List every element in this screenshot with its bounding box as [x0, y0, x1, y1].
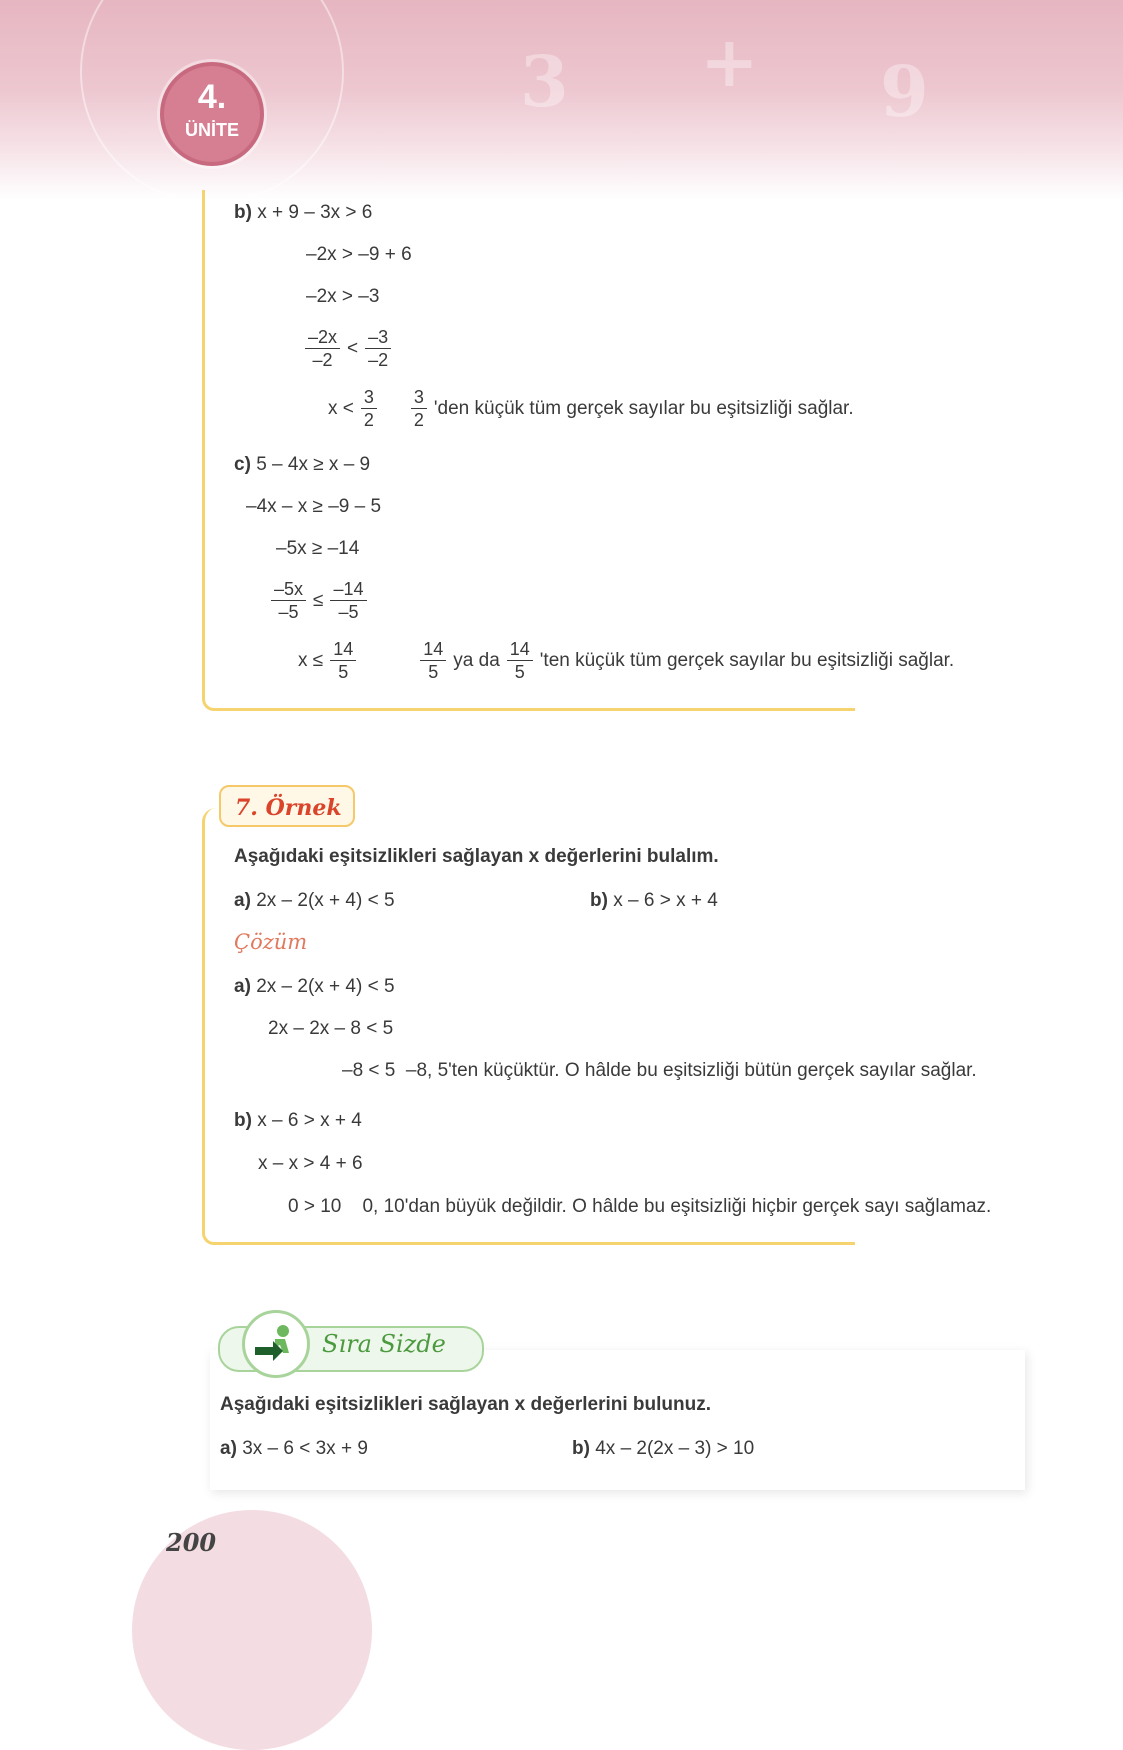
solution-b-line-1: b) x – 6 > x + 4 — [234, 1110, 362, 1131]
example-title: 7. Örnek — [219, 785, 355, 827]
part-b-line-3: –2x > –3 — [306, 286, 380, 307]
part-c-line-5: x ≤ $\frac{14}{5}$ $\frac{14}{5}$ ya da $\frac{14}{5}$ 'ten küçük tüm gerçek sayılar bu eşitsizliği sağlar. — [298, 639, 955, 682]
page-number: 200 — [166, 1528, 217, 1557]
solution-frame — [202, 190, 855, 711]
solution-a-line-1: a) 2x – 2(x + 4) < 5 — [234, 976, 395, 997]
part-c-line-2: –4x – x ≥ –9 – 5 — [246, 496, 382, 517]
part-b-line-5: x < $\frac{3}{2}$ $\frac{3}{2}$ 'den küçük tüm gerçek sayılar bu eşitsizliği sağlar. — [328, 387, 854, 430]
part-c-line-3: –5x ≥ –14 — [276, 538, 360, 559]
unit-number: 4. — [197, 78, 227, 116]
solution-a-line-3: –8 < 5 –8, 5'ten küçüktür. O hâlde bu eşitsizliği bütün gerçek sayılar sağlar. — [342, 1060, 977, 1081]
fraction: $\frac{3}{2}$ — [361, 386, 377, 431]
header-decoration: 3 — [520, 40, 569, 123]
part-b-line-1: b) x + 9 – 3x > 6 — [234, 202, 373, 223]
example-prompt: Aşağıdaki eşitsizlikleri sağlayan x değerlerini bulalım. — [234, 846, 719, 867]
fraction: $\frac{14}{5}$ — [330, 638, 356, 683]
fraction: $\frac{-2x}{-2}$ — [305, 326, 340, 371]
question-a: a) 2x – 2(x + 4) < 5 — [234, 890, 395, 911]
exercise-prompt: Aşağıdaki eşitsizlikleri sağlayan x değerlerini bulunuz. — [220, 1394, 712, 1415]
exercise-icon-circle — [242, 1310, 310, 1378]
part-c-line-1: c) 5 – 4x ≥ x – 9 — [234, 454, 371, 475]
fraction: $\frac{14}{5}$ — [420, 638, 446, 683]
part-c-line-4: $\frac{-5x}{-5}$ ≤ $\frac{-14}{-5}$ — [268, 578, 370, 623]
exercise-b: b) 4x – 2(2x – 3) > 10 — [572, 1438, 755, 1459]
header-decoration: 9 — [880, 50, 929, 133]
runner-arrow-icon — [245, 1313, 307, 1375]
part-b-line-2: –2x > –9 + 6 — [306, 244, 412, 265]
exercise-title: Sıra Sizde — [322, 1330, 446, 1358]
header-decoration: + — [700, 20, 759, 103]
fraction: $\frac{-5x}{-5}$ — [271, 578, 306, 623]
fraction: $\frac{14}{5}$ — [507, 638, 533, 683]
fraction: $\frac{-14}{-5}$ — [330, 578, 366, 623]
solution-label: Çözüm — [234, 930, 308, 954]
solution-b-line-3: 0 > 10 0, 10'dan büyük değildir. O hâlde bu eşitsizliği hiçbir gerçek sayı sağlamaz. — [288, 1196, 992, 1217]
unit-badge — [160, 62, 264, 166]
fraction: $\frac{3}{2}$ — [411, 386, 427, 431]
exercise-a: a) 3x – 6 < 3x + 9 — [220, 1438, 368, 1459]
solution-b-line-2: x – x > 4 + 6 — [258, 1153, 363, 1174]
solution-a-line-2: 2x – 2x – 8 < 5 — [268, 1018, 394, 1039]
part-b-line-4: $\frac{-2x}{-2}$ < $\frac{-3}{-2}$ — [302, 326, 394, 371]
question-b: b) x – 6 > x + 4 — [590, 890, 718, 911]
fraction: $\frac{-3}{-2}$ — [365, 326, 391, 371]
unit-label: ÜNİTE — [185, 120, 239, 140]
